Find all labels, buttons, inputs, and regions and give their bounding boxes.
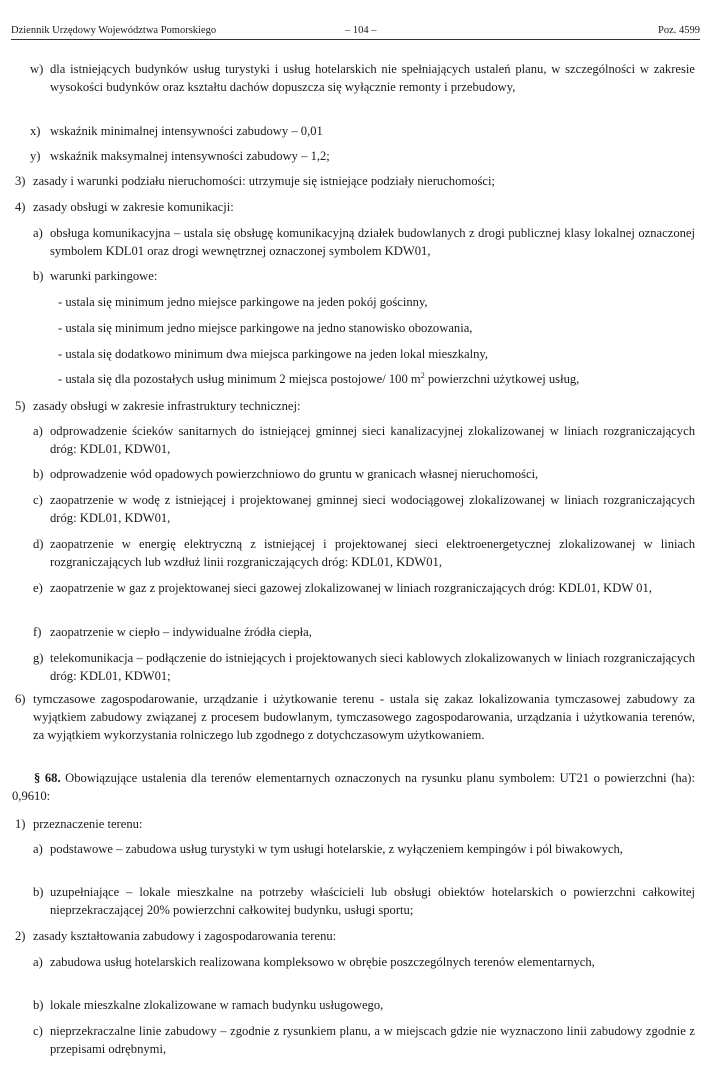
paragraph-text: Obowiązujące ustalenia dla terenów elementarnych oznaczonych na rysunku planu symbolem: UT21 o powierzchni (ha): 0,9610: <box>12 771 695 803</box>
parking-rule-other-services: - ustala się dla pozostałych usług minimum 2 miejsca postojowe/ 100 $m^2$ powierzchni użytkowej usług, <box>58 370 580 386</box>
list-text: wskaźnik minimalnej intensywności zabudowy – 0,01 <box>50 124 323 138</box>
list-marker: d) <box>33 537 44 551</box>
list-text: dla istniejących budynków usług turystyki i usług hotelarskich nie spełniających ustaleń planu, w szczególności w zakresie wysokości budynków oraz kształtu dachów dopuszcza się wyłącznie remonty i przebudowy, <box>50 62 695 94</box>
list-marker: y) <box>30 149 41 163</box>
section-item-6 <box>15 690 695 744</box>
list-item-5b <box>33 465 695 483</box>
list-text: tymczasowe zagospodarowanie, urządzanie i użytkowanie terenu - ustala się zakaz lokalizowania tymczasowej zabudowy za wyjątkiem zabudowy związanej z procesem budowlanym, tymczasowego zagospodarowania, urządzania i użytkowania terenów, za wyjątkiem wykorzystania rolniczego lub zgodnego z dotychczasowym użytkowaniem. <box>33 692 695 742</box>
list-marker: f) <box>33 625 42 639</box>
list-marker: a) <box>33 955 43 969</box>
list-text: zaopatrzenie w energię elektryczną z istniejącej i projektowanej sieci elektroenergetycznej zlokalizowanej w liniach rozgraniczających lub wzdłuż linii rozgraniczających dróg: KDL01, KDW01, <box>50 537 695 569</box>
list-text: uzupełniające – lokale mieszkalne na potrzeby właścicieli lub obsługi obiektów hotelarskich o powierzchni całkowitej nieprzekraczającej 20% powierzchni całkowitej budynku, usługi sportu; <box>50 885 695 917</box>
section-item-5 <box>15 397 695 415</box>
list-marker: c) <box>33 1024 43 1038</box>
page-number: – 104 – <box>345 25 377 36</box>
page-header <box>11 24 700 38</box>
list-marker: 1) <box>15 817 26 831</box>
section-item-4 <box>15 198 695 216</box>
list-item-2a <box>33 953 695 971</box>
list-item-5d <box>33 535 695 571</box>
list-item-5e <box>33 579 695 597</box>
list-text: zasady i warunki podziału nieruchomości: utrzymuje się istniejące podziały nieruchomości; <box>33 174 495 188</box>
list-text: zasady obsługi w zakresie infrastruktury technicznej: <box>33 399 301 413</box>
list-item-4a <box>33 224 695 260</box>
parking-rule-rooms: - ustala się minimum jedno miejsce parkingowe na jeden pokój gościnny, <box>58 295 428 309</box>
list-marker: g) <box>33 651 44 665</box>
list-marker: e) <box>33 581 43 595</box>
list-marker: x) <box>30 124 41 138</box>
list-marker: b) <box>33 467 44 481</box>
list-marker: w) <box>30 62 44 76</box>
paragraph-label: § 68. <box>34 771 61 785</box>
list-item-w <box>30 60 695 96</box>
list-text: obsługa komunikacyjna – ustala się obsługę komunikacyjną działek budowlanych z drogi publicznej klasy lokalnej oznaczonej symbolem KDL01 oraz drogi wewnętrznej oznaczonej symbolem KDW01, <box>50 226 695 258</box>
list-text: warunki parkingowe: <box>50 269 158 283</box>
header-rule <box>11 39 700 40</box>
list-item-5f <box>33 623 695 641</box>
list-item-5g <box>33 649 695 685</box>
list-marker: c) <box>33 493 43 507</box>
list-item-y <box>30 147 695 165</box>
list-text: odprowadzenie wód opadowych powierzchniowo do gruntu w granicach własnej nieruchomości, <box>50 467 539 481</box>
list-item-5c <box>33 491 695 527</box>
parking-rule-camping: - ustala się minimum jedno miejsce parkingowe na jedno stanowisko obozowania, <box>58 321 473 335</box>
list-marker: a) <box>33 424 43 438</box>
list-text: telekomunikacja – podłączenie do istniejących i projektowanych sieci kablowych zlokalizowanych w liniach rozgraniczających dróg: KDL01, KDW01; <box>50 651 695 683</box>
parking-rule-dwellings: - ustala się dodatkowo minimum dwa miejsca parkingowe na jeden lokal mieszkalny, <box>58 347 489 361</box>
list-item-1b <box>33 883 695 919</box>
list-marker: a) <box>33 226 43 240</box>
list-text: wskaźnik maksymalnej intensywności zabudowy – 1,2; <box>50 149 330 163</box>
list-marker: b) <box>33 885 44 899</box>
list-marker: a) <box>33 842 43 856</box>
list-marker: 5) <box>15 399 26 413</box>
list-text: przeznaczenie terenu: <box>33 817 143 831</box>
list-text: nieprzekraczalne linie zabudowy – zgodnie z rysunkiem planu, a w miejscach gdzie nie wyznaczono linii zabudowy zgodnie z przepisami odrębnymi, <box>50 1024 695 1056</box>
list-item-x <box>30 122 695 140</box>
list-marker: b) <box>33 269 44 283</box>
list-marker: 4) <box>15 200 26 214</box>
list-marker: 2) <box>15 929 26 943</box>
list-item-1a <box>33 840 695 858</box>
list-text: zasady kształtowania zabudowy i zagospodarowania terenu: <box>33 929 337 943</box>
list-item-2c <box>33 1022 695 1058</box>
section-item-2 <box>15 927 695 945</box>
superscript: 2 <box>420 370 425 380</box>
section-item-1 <box>15 815 695 833</box>
list-text: zasady obsługi w zakresie komunikacji: <box>33 200 234 214</box>
list-text: zabudowa usług hotelarskich realizowana kompleksowo w obrębie poszczególnych terenów elementarnych, <box>50 955 595 969</box>
list-text: zaopatrzenie w wodę z istniejącej i projektowanej gminnej sieci wodociągowej zlokalizowanej w liniach rozgraniczających dróg: KDL01, KDW01, <box>50 493 695 525</box>
list-item-5a <box>33 422 695 458</box>
list-marker: 6) <box>15 692 26 706</box>
list-item-4b <box>33 267 695 285</box>
list-text: odprowadzenie ścieków sanitarnych do istniejącej gminnej sieci kanalizacyjnej zlokalizowanej w liniach rozgraniczających dróg: KDL01, KDW01, <box>50 424 695 456</box>
paragraph-68 <box>12 769 695 805</box>
section-item-3 <box>15 172 695 190</box>
list-text: lokale mieszkalne zlokalizowane w ramach budynku usługowego, <box>50 998 384 1012</box>
list-marker: b) <box>33 998 44 1012</box>
position-number: Poz. 4599 <box>658 25 700 36</box>
list-text: podstawowe – zabudowa usług turystyki w tym usługi hotelarskie, z wyłączeniem kempingów i pól biwakowych, <box>50 842 623 856</box>
list-text: zaopatrzenie w gaz z projektowanej sieci gazowej zlokalizowanej w liniach rozgraniczających dróg: KDL01, KDW 01, <box>50 581 652 595</box>
list-text: zaopatrzenie w ciepło – indywidualne źródła ciepła, <box>50 625 312 639</box>
journal-title: Dziennik Urzędowy Województwa Pomorskiego <box>11 25 217 36</box>
list-item-2b <box>33 996 695 1014</box>
list-marker: 3) <box>15 174 26 188</box>
